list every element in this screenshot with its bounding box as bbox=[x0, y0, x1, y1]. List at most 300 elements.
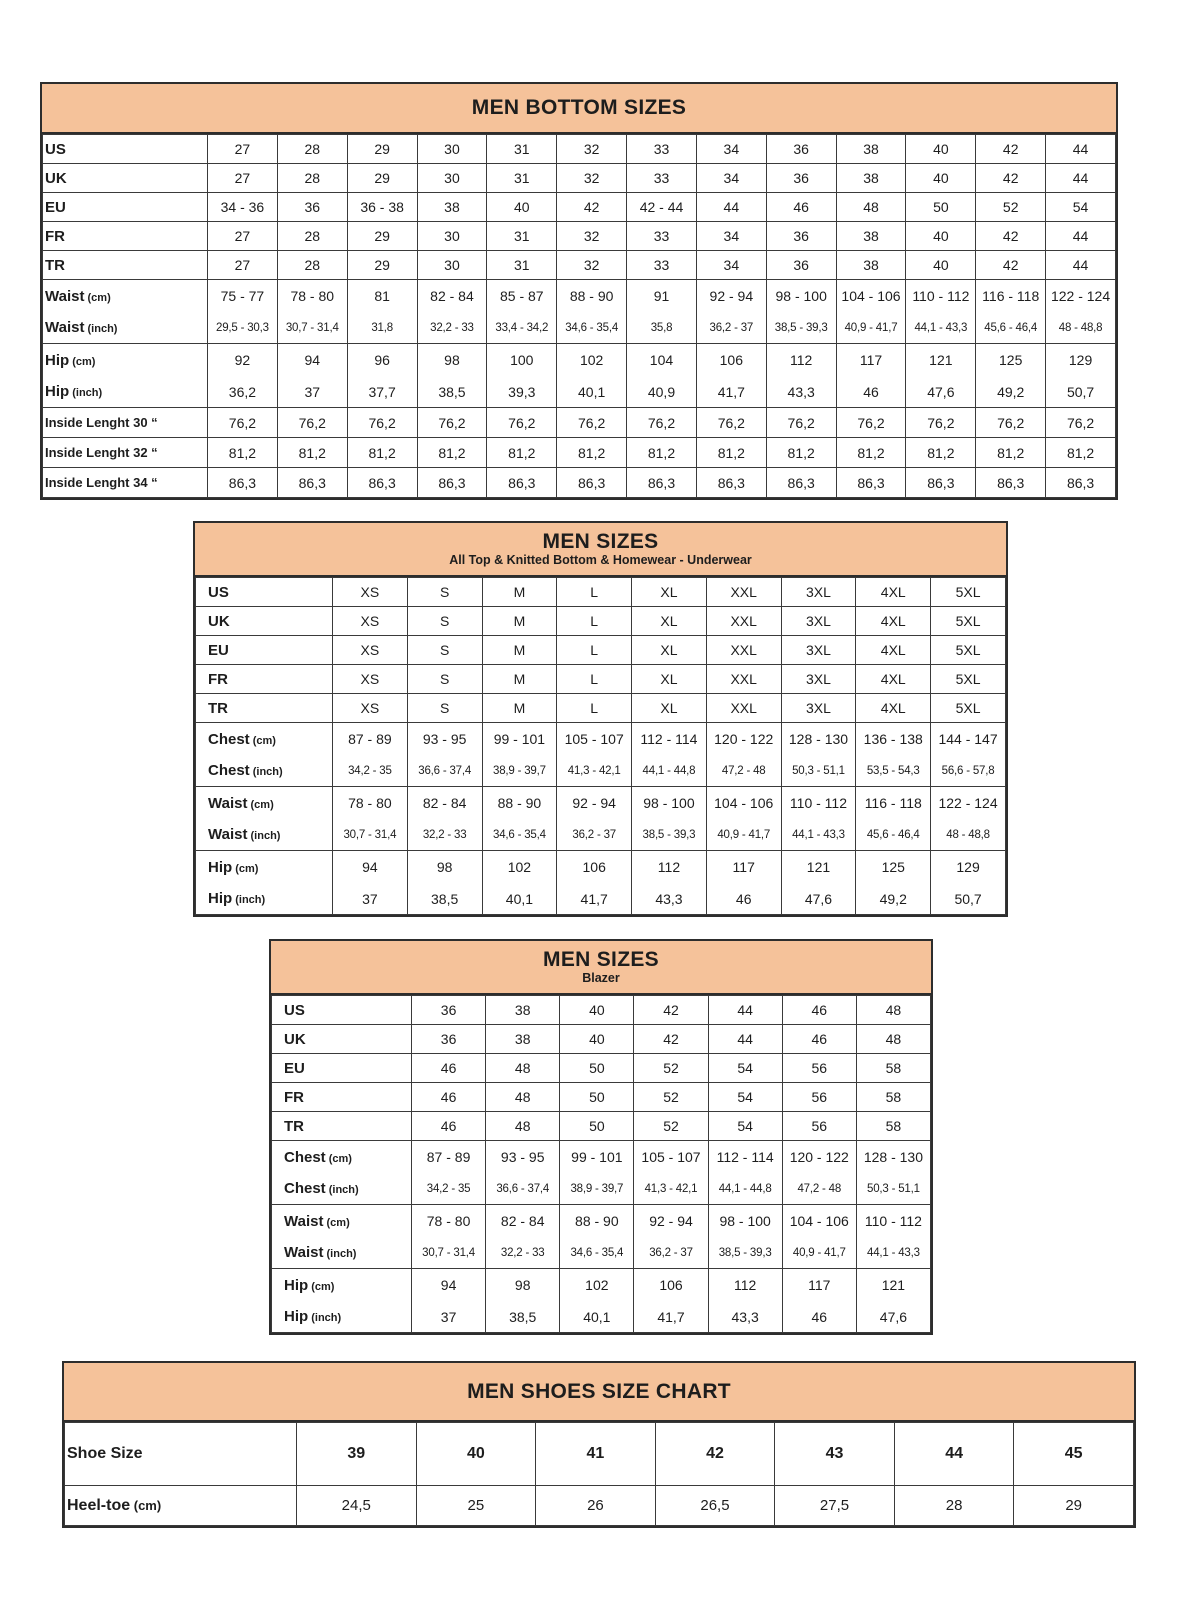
size-value-cell: 44 bbox=[708, 996, 782, 1025]
size-value-cell: 36 bbox=[766, 222, 836, 251]
size-value-cell: 36,6 - 37,4 bbox=[486, 1174, 560, 1205]
size-value-cell: 81,2 bbox=[557, 438, 627, 468]
size-value-cell: 33 bbox=[627, 251, 697, 280]
size-value-cell: 33,4 - 34,2 bbox=[487, 313, 557, 344]
table-row bbox=[43, 344, 1116, 377]
row-label: EU bbox=[43, 193, 208, 222]
size-value-cell: 41,7 bbox=[557, 884, 632, 915]
size-value-cell: 29,5 - 30,3 bbox=[208, 313, 278, 344]
size-value-cell: 49,2 bbox=[976, 377, 1046, 408]
size-value-cell: 48 - 48,8 bbox=[931, 820, 1006, 851]
size-value-cell: 34 - 36 bbox=[208, 193, 278, 222]
size-value-cell: 106 bbox=[634, 1269, 708, 1302]
size-value-cell: 5XL bbox=[931, 607, 1006, 636]
size-value-cell: 98 bbox=[486, 1269, 560, 1302]
size-value-cell: 52 bbox=[634, 1083, 708, 1112]
row-label: TR bbox=[196, 694, 333, 723]
size-value-cell: 46 bbox=[782, 996, 856, 1025]
size-value-cell: 40 bbox=[906, 164, 976, 193]
size-value-cell: 34 bbox=[696, 222, 766, 251]
size-value-cell: 86,3 bbox=[487, 468, 557, 498]
size-value-cell: 86,3 bbox=[836, 468, 906, 498]
size-value-cell: 40,9 bbox=[627, 377, 697, 408]
size-value-cell: 82 - 84 bbox=[417, 280, 487, 313]
size-value-cell: 44 bbox=[1046, 164, 1116, 193]
size-value-cell: 32,2 - 33 bbox=[417, 313, 487, 344]
size-value-cell: 39,3 bbox=[487, 377, 557, 408]
size-value-cell: 81,2 bbox=[277, 438, 347, 468]
size-value-cell: XS bbox=[333, 636, 408, 665]
size-value-cell: 34,2 - 35 bbox=[412, 1174, 486, 1205]
size-value-cell: 30,7 - 31,4 bbox=[277, 313, 347, 344]
size-value-cell: 26 bbox=[536, 1486, 656, 1526]
size-value-cell: L bbox=[557, 607, 632, 636]
size-value-cell: 36,2 - 37 bbox=[557, 820, 632, 851]
size-value-cell: 76,2 bbox=[277, 408, 347, 438]
size-value-cell: S bbox=[407, 607, 482, 636]
size-value-cell: 56 bbox=[782, 1112, 856, 1141]
size-value-cell: 29 bbox=[347, 251, 417, 280]
size-value-cell: 38 bbox=[836, 135, 906, 164]
row-label: Hip (cm) bbox=[272, 1269, 412, 1302]
size-value-cell: 93 - 95 bbox=[407, 723, 482, 756]
size-value-cell: 27 bbox=[208, 164, 278, 193]
table-row bbox=[43, 408, 1116, 438]
size-value-cell: 42 bbox=[655, 1423, 775, 1486]
table-row bbox=[272, 1054, 931, 1083]
row-label: Waist (inch) bbox=[43, 313, 208, 344]
size-value-cell: 129 bbox=[1046, 344, 1116, 377]
size-value-cell: 86,3 bbox=[627, 468, 697, 498]
row-label: US bbox=[43, 135, 208, 164]
size-value-cell: 42 bbox=[634, 1025, 708, 1054]
size-value-cell: 105 - 107 bbox=[634, 1141, 708, 1174]
size-value-cell: 44,1 - 43,3 bbox=[781, 820, 856, 851]
size-value-cell: 99 - 101 bbox=[482, 723, 557, 756]
size-value-cell: 41 bbox=[536, 1423, 656, 1486]
size-value-cell: 125 bbox=[856, 851, 931, 884]
size-value-cell: 128 - 130 bbox=[781, 723, 856, 756]
size-value-cell: 32 bbox=[557, 135, 627, 164]
table-row bbox=[43, 222, 1116, 251]
size-value-cell: 81,2 bbox=[347, 438, 417, 468]
size-value-cell: 38,5 bbox=[486, 1302, 560, 1333]
size-value-cell: 43,3 bbox=[708, 1302, 782, 1333]
size-value-cell: 45,6 - 46,4 bbox=[856, 820, 931, 851]
size-value-cell: 29 bbox=[347, 164, 417, 193]
row-label: UK bbox=[272, 1025, 412, 1054]
size-value-cell: 76,2 bbox=[557, 408, 627, 438]
size-table bbox=[271, 995, 931, 1333]
row-label: FR bbox=[272, 1083, 412, 1112]
size-value-cell: 27,5 bbox=[775, 1486, 895, 1526]
size-value-cell: 40,9 - 41,7 bbox=[836, 313, 906, 344]
size-value-cell: 27 bbox=[208, 135, 278, 164]
size-value-cell: 40,1 bbox=[557, 377, 627, 408]
size-value-cell: 38,5 - 39,3 bbox=[766, 313, 836, 344]
size-value-cell: 54 bbox=[708, 1083, 782, 1112]
size-value-cell: 47,6 bbox=[906, 377, 976, 408]
size-value-cell: 26,5 bbox=[655, 1486, 775, 1526]
size-value-cell: 25 bbox=[416, 1486, 536, 1526]
size-value-cell: 30,7 - 31,4 bbox=[412, 1238, 486, 1269]
men-bottom-sizes-header bbox=[42, 84, 1116, 134]
size-value-cell: 46 bbox=[412, 1054, 486, 1083]
size-value-cell: 110 - 112 bbox=[906, 280, 976, 313]
size-value-cell: 5XL bbox=[931, 665, 1006, 694]
table-row bbox=[196, 665, 1006, 694]
size-value-cell: 81,2 bbox=[487, 438, 557, 468]
size-value-cell: 41,7 bbox=[634, 1302, 708, 1333]
size-value-cell: 50,3 - 51,1 bbox=[781, 756, 856, 787]
size-value-cell: 34 bbox=[696, 164, 766, 193]
size-value-cell: XS bbox=[333, 694, 408, 723]
row-label: Inside Lenght 34 “ bbox=[43, 468, 208, 498]
size-value-cell: 40,1 bbox=[560, 1302, 634, 1333]
row-label: Hip (inch) bbox=[272, 1302, 412, 1333]
size-value-cell: 52 bbox=[976, 193, 1046, 222]
size-value-cell: 86,3 bbox=[208, 468, 278, 498]
row-label: Chest (cm) bbox=[272, 1141, 412, 1174]
size-value-cell: 42 bbox=[976, 164, 1046, 193]
size-value-cell: M bbox=[482, 665, 557, 694]
size-value-cell: 31,8 bbox=[347, 313, 417, 344]
size-value-cell: 91 bbox=[627, 280, 697, 313]
size-value-cell: 85 - 87 bbox=[487, 280, 557, 313]
size-value-cell: XL bbox=[632, 607, 707, 636]
table-row bbox=[272, 1112, 931, 1141]
table-row bbox=[43, 377, 1116, 408]
size-value-cell: 42 bbox=[976, 135, 1046, 164]
size-value-cell: 36 bbox=[412, 996, 486, 1025]
size-value-cell: 29 bbox=[1014, 1486, 1134, 1526]
table-row bbox=[196, 723, 1006, 756]
size-value-cell: 76,2 bbox=[766, 408, 836, 438]
size-value-cell: 78 - 80 bbox=[412, 1205, 486, 1238]
row-label: Chest (inch) bbox=[196, 756, 333, 787]
size-value-cell: 48 bbox=[486, 1112, 560, 1141]
size-value-cell: 48 - 48,8 bbox=[1046, 313, 1116, 344]
size-value-cell: 52 bbox=[634, 1112, 708, 1141]
table-title: MEN SIZES bbox=[543, 947, 659, 971]
size-value-cell: 42 bbox=[976, 222, 1046, 251]
table-row bbox=[196, 578, 1006, 607]
size-value-cell: 5XL bbox=[931, 636, 1006, 665]
size-value-cell: 38,9 - 39,7 bbox=[560, 1174, 634, 1205]
size-value-cell: 4XL bbox=[856, 694, 931, 723]
size-value-cell: 86,3 bbox=[417, 468, 487, 498]
size-value-cell: M bbox=[482, 607, 557, 636]
size-value-cell: 38 bbox=[836, 164, 906, 193]
table-row bbox=[43, 438, 1116, 468]
size-value-cell: 38,5 bbox=[417, 377, 487, 408]
size-value-cell: 49,2 bbox=[856, 884, 931, 915]
size-value-cell: 40 bbox=[487, 193, 557, 222]
table-title: MEN SHOES SIZE CHART bbox=[467, 1379, 731, 1403]
row-label: Waist (cm) bbox=[196, 787, 333, 820]
size-value-cell: 3XL bbox=[781, 607, 856, 636]
size-value-cell: 54 bbox=[708, 1112, 782, 1141]
table-row bbox=[272, 1025, 931, 1054]
size-value-cell: 96 bbox=[347, 344, 417, 377]
size-value-cell: M bbox=[482, 636, 557, 665]
table-title: MEN BOTTOM SIZES bbox=[471, 96, 687, 120]
row-label: EU bbox=[272, 1054, 412, 1083]
men-blazer-sizes-header bbox=[271, 941, 931, 995]
row-label: Chest (inch) bbox=[272, 1174, 412, 1205]
size-value-cell: 31 bbox=[487, 251, 557, 280]
size-value-cell: 81,2 bbox=[696, 438, 766, 468]
size-value-cell: 34,6 - 35,4 bbox=[560, 1238, 634, 1269]
size-value-cell: 40 bbox=[560, 996, 634, 1025]
size-value-cell: 44,1 - 44,8 bbox=[632, 756, 707, 787]
size-value-cell: M bbox=[482, 578, 557, 607]
size-value-cell: L bbox=[557, 636, 632, 665]
size-value-cell: 48 bbox=[836, 193, 906, 222]
size-value-cell: 40,1 bbox=[482, 884, 557, 915]
size-value-cell: 50,3 - 51,1 bbox=[856, 1174, 930, 1205]
size-value-cell: L bbox=[557, 694, 632, 723]
size-value-cell: 76,2 bbox=[208, 408, 278, 438]
size-value-cell: 3XL bbox=[781, 578, 856, 607]
table-row bbox=[65, 1486, 1134, 1526]
row-label: Chest (cm) bbox=[196, 723, 333, 756]
size-value-cell: 36 bbox=[766, 135, 836, 164]
size-value-cell: 4XL bbox=[856, 578, 931, 607]
size-value-cell: 86,3 bbox=[277, 468, 347, 498]
size-value-cell: 116 - 118 bbox=[856, 787, 931, 820]
size-value-cell: 24,5 bbox=[297, 1486, 417, 1526]
size-value-cell: 43 bbox=[775, 1423, 895, 1486]
size-value-cell: 38 bbox=[417, 193, 487, 222]
size-value-cell: 43,3 bbox=[632, 884, 707, 915]
size-value-cell: 117 bbox=[836, 344, 906, 377]
size-value-cell: 98 - 100 bbox=[632, 787, 707, 820]
size-value-cell: 44 bbox=[1046, 222, 1116, 251]
size-value-cell: 36 bbox=[766, 164, 836, 193]
size-value-cell: 32,2 - 33 bbox=[486, 1238, 560, 1269]
size-value-cell: 37 bbox=[412, 1302, 486, 1333]
size-value-cell: 46 bbox=[782, 1025, 856, 1054]
size-value-cell: 48 bbox=[486, 1083, 560, 1112]
size-value-cell: 50 bbox=[560, 1054, 634, 1083]
table-subtitle: All Top & Knitted Bottom & Homewear - Underwear bbox=[449, 552, 752, 567]
table-row bbox=[43, 164, 1116, 193]
row-label: Heel-toe (cm) bbox=[65, 1486, 297, 1526]
size-value-cell: 46 bbox=[782, 1302, 856, 1333]
size-value-cell: XS bbox=[333, 607, 408, 636]
size-value-cell: 44 bbox=[696, 193, 766, 222]
size-value-cell: 42 - 44 bbox=[627, 193, 697, 222]
size-value-cell: 44,1 - 43,3 bbox=[856, 1238, 930, 1269]
size-value-cell: 116 - 118 bbox=[976, 280, 1046, 313]
table-subtitle: Blazer bbox=[582, 970, 620, 985]
size-value-cell: 34 bbox=[696, 135, 766, 164]
size-value-cell: 110 - 112 bbox=[856, 1205, 930, 1238]
size-value-cell: 81 bbox=[347, 280, 417, 313]
size-value-cell: 98 - 100 bbox=[708, 1205, 782, 1238]
row-label: FR bbox=[43, 222, 208, 251]
size-value-cell: 41,3 - 42,1 bbox=[557, 756, 632, 787]
row-label: Waist (inch) bbox=[196, 820, 333, 851]
size-value-cell: 37 bbox=[277, 377, 347, 408]
row-label: Waist (inch) bbox=[272, 1238, 412, 1269]
row-label: FR bbox=[196, 665, 333, 694]
table-row bbox=[196, 884, 1006, 915]
size-value-cell: 36,6 - 37,4 bbox=[407, 756, 482, 787]
row-label: US bbox=[196, 578, 333, 607]
size-value-cell: 28 bbox=[894, 1486, 1014, 1526]
size-value-cell: 86,3 bbox=[766, 468, 836, 498]
size-value-cell: 112 bbox=[766, 344, 836, 377]
size-value-cell: 106 bbox=[696, 344, 766, 377]
size-value-cell: 104 bbox=[627, 344, 697, 377]
size-value-cell: 87 - 89 bbox=[333, 723, 408, 756]
size-value-cell: 3XL bbox=[781, 665, 856, 694]
size-value-cell: 76,2 bbox=[906, 408, 976, 438]
table-row bbox=[272, 1083, 931, 1112]
size-value-cell: 28 bbox=[277, 251, 347, 280]
size-value-cell: 86,3 bbox=[976, 468, 1046, 498]
size-value-cell: 144 - 147 bbox=[931, 723, 1006, 756]
size-value-cell: 76,2 bbox=[417, 408, 487, 438]
size-value-cell: S bbox=[407, 694, 482, 723]
size-value-cell: 104 - 106 bbox=[836, 280, 906, 313]
size-value-cell: 41,7 bbox=[696, 377, 766, 408]
men-shoes-size-chart-table bbox=[62, 1361, 1136, 1528]
size-value-cell: 48 bbox=[856, 996, 930, 1025]
size-value-cell: 31 bbox=[487, 164, 557, 193]
size-value-cell: 47,2 - 48 bbox=[706, 756, 781, 787]
size-value-cell: 81,2 bbox=[766, 438, 836, 468]
size-value-cell: 88 - 90 bbox=[560, 1205, 634, 1238]
size-value-cell: 58 bbox=[856, 1054, 930, 1083]
table-row bbox=[196, 787, 1006, 820]
size-value-cell: 29 bbox=[347, 222, 417, 251]
size-value-cell: 86,3 bbox=[696, 468, 766, 498]
size-value-cell: 36 bbox=[277, 193, 347, 222]
size-value-cell: XL bbox=[632, 578, 707, 607]
size-value-cell: 76,2 bbox=[976, 408, 1046, 438]
size-value-cell: 44 bbox=[708, 1025, 782, 1054]
size-value-cell: 34,6 - 35,4 bbox=[482, 820, 557, 851]
size-value-cell: 32 bbox=[557, 222, 627, 251]
size-value-cell: 76,2 bbox=[487, 408, 557, 438]
size-value-cell: 28 bbox=[277, 135, 347, 164]
size-value-cell: 39 bbox=[297, 1423, 417, 1486]
size-value-cell: 44,1 - 43,3 bbox=[906, 313, 976, 344]
size-value-cell: 37,7 bbox=[347, 377, 417, 408]
table-row bbox=[43, 280, 1116, 313]
table-row bbox=[272, 996, 931, 1025]
size-value-cell: 5XL bbox=[931, 578, 1006, 607]
table-row bbox=[65, 1423, 1134, 1486]
size-value-cell: 110 - 112 bbox=[781, 787, 856, 820]
size-value-cell: 27 bbox=[208, 251, 278, 280]
size-value-cell: 81,2 bbox=[906, 438, 976, 468]
size-value-cell: 33 bbox=[627, 164, 697, 193]
size-value-cell: 129 bbox=[931, 851, 1006, 884]
size-value-cell: 36 - 38 bbox=[347, 193, 417, 222]
size-value-cell: 56 bbox=[782, 1083, 856, 1112]
size-value-cell: 4XL bbox=[856, 636, 931, 665]
size-value-cell: 86,3 bbox=[1046, 468, 1116, 498]
size-value-cell: 117 bbox=[782, 1269, 856, 1302]
table-row bbox=[272, 1238, 931, 1269]
size-value-cell: 98 bbox=[407, 851, 482, 884]
size-value-cell: 28 bbox=[277, 222, 347, 251]
size-value-cell: 94 bbox=[277, 344, 347, 377]
table-row bbox=[196, 607, 1006, 636]
size-value-cell: 54 bbox=[708, 1054, 782, 1083]
table-row bbox=[196, 636, 1006, 665]
size-value-cell: XS bbox=[333, 578, 408, 607]
size-value-cell: 46 bbox=[836, 377, 906, 408]
size-value-cell: 76,2 bbox=[696, 408, 766, 438]
row-label: Hip (inch) bbox=[43, 377, 208, 408]
row-label: Waist (cm) bbox=[43, 280, 208, 313]
size-value-cell: 30 bbox=[417, 251, 487, 280]
men-top-sizes-table bbox=[193, 521, 1008, 917]
size-value-cell: 102 bbox=[557, 344, 627, 377]
size-value-cell: 98 - 100 bbox=[766, 280, 836, 313]
size-value-cell: 32 bbox=[557, 164, 627, 193]
size-value-cell: 112 - 114 bbox=[708, 1141, 782, 1174]
size-value-cell: 81,2 bbox=[208, 438, 278, 468]
size-value-cell: 40,9 - 41,7 bbox=[706, 820, 781, 851]
size-value-cell: 37 bbox=[333, 884, 408, 915]
size-value-cell: 4XL bbox=[856, 665, 931, 694]
size-value-cell: 88 - 90 bbox=[482, 787, 557, 820]
table-row bbox=[196, 820, 1006, 851]
size-value-cell: 38,9 - 39,7 bbox=[482, 756, 557, 787]
size-value-cell: 58 bbox=[856, 1083, 930, 1112]
size-value-cell: 38,5 - 39,3 bbox=[708, 1238, 782, 1269]
row-label: UK bbox=[196, 607, 333, 636]
size-value-cell: 50 bbox=[906, 193, 976, 222]
size-value-cell: 81,2 bbox=[1046, 438, 1116, 468]
size-value-cell: XXL bbox=[706, 578, 781, 607]
size-value-cell: 121 bbox=[906, 344, 976, 377]
size-value-cell: 40 bbox=[906, 135, 976, 164]
size-value-cell: 112 - 114 bbox=[632, 723, 707, 756]
table-row bbox=[43, 468, 1116, 498]
size-value-cell: 44 bbox=[1046, 251, 1116, 280]
size-value-cell: 88 - 90 bbox=[557, 280, 627, 313]
size-value-cell: 38 bbox=[836, 251, 906, 280]
size-value-cell: 42 bbox=[976, 251, 1046, 280]
size-value-cell: 76,2 bbox=[836, 408, 906, 438]
row-label: Inside Lenght 32 “ bbox=[43, 438, 208, 468]
size-value-cell: 105 - 107 bbox=[557, 723, 632, 756]
size-value-cell: 40 bbox=[906, 222, 976, 251]
size-value-cell: 44,1 - 44,8 bbox=[708, 1174, 782, 1205]
size-value-cell: 40 bbox=[906, 251, 976, 280]
size-value-cell: 33 bbox=[627, 135, 697, 164]
size-value-cell: 41,3 - 42,1 bbox=[634, 1174, 708, 1205]
size-value-cell: 44 bbox=[894, 1423, 1014, 1486]
size-value-cell: 81,2 bbox=[417, 438, 487, 468]
size-value-cell: 104 - 106 bbox=[706, 787, 781, 820]
size-value-cell: 31 bbox=[487, 222, 557, 251]
size-value-cell: 100 bbox=[487, 344, 557, 377]
table-row bbox=[196, 694, 1006, 723]
size-value-cell: XXL bbox=[706, 665, 781, 694]
size-value-cell: 86,3 bbox=[347, 468, 417, 498]
size-value-cell: 94 bbox=[333, 851, 408, 884]
size-value-cell: 38 bbox=[486, 996, 560, 1025]
size-value-cell: 120 - 122 bbox=[782, 1141, 856, 1174]
